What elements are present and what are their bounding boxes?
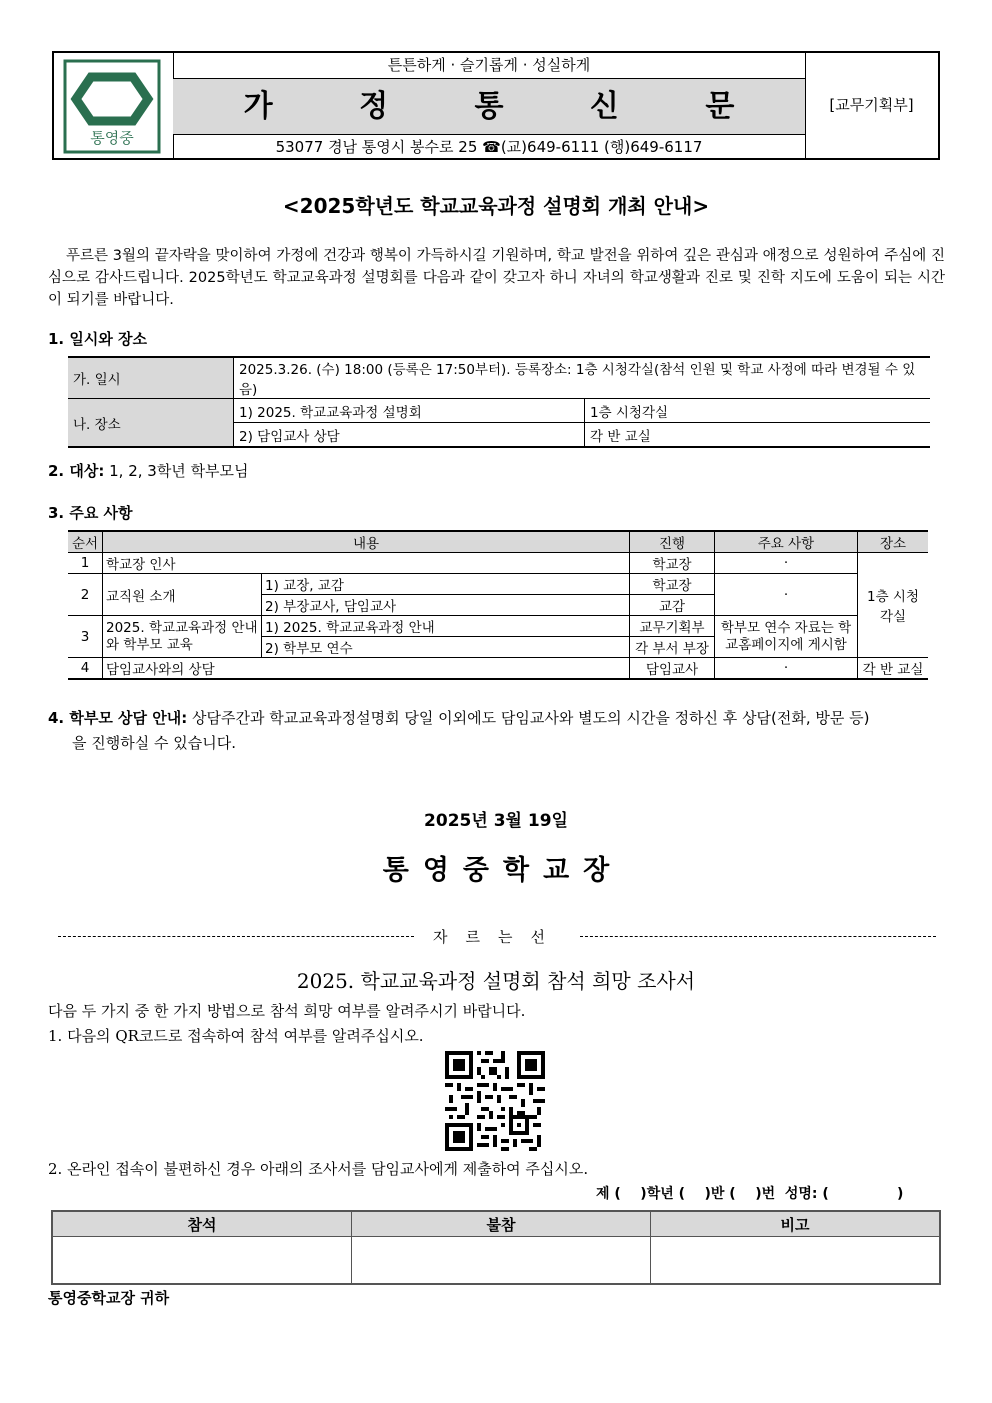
- row-note: ·: [715, 553, 858, 574]
- attendance-table: [51, 1210, 941, 1285]
- row-content: 담임교사와의 상담: [103, 658, 630, 680]
- letter-title: 가 정 통 신 문: [173, 79, 805, 135]
- cut-line-label: 자르는선: [433, 928, 563, 946]
- event-place: 각 반 교실: [585, 423, 931, 448]
- section1-heading: 1. 일시와 장소: [48, 330, 148, 348]
- section2-label: 2. 대상:: [48, 462, 105, 480]
- col-header-order: 순서: [68, 531, 103, 553]
- row-lead: 학교장: [630, 574, 715, 595]
- row-lead: 교감: [630, 595, 715, 616]
- closing-addressee: 통영중학교장 귀하: [48, 1289, 170, 1307]
- qr-code-icon[interactable]: [445, 1051, 545, 1151]
- section3-heading: 3. 주요 사항: [48, 504, 133, 522]
- event-item: 1) 2025. 학교교육과정 설명회: [234, 399, 585, 423]
- absent-cell[interactable]: [352, 1237, 651, 1285]
- row-sub-item: 1) 2025. 학교교육과정 안내: [262, 616, 630, 637]
- section2-value: 1, 2, 3학년 학부모님: [104, 462, 249, 480]
- dashed-line-left: [58, 936, 414, 937]
- row-lead: 학교장: [630, 553, 715, 574]
- cut-line: [58, 926, 936, 946]
- col-header-lead: 진행: [630, 531, 715, 553]
- col-header-remarks: 비고: [651, 1211, 941, 1237]
- row-note: 학부모 연수 자료는 학교홈페이지에 게시함: [715, 616, 858, 658]
- section4-text-cont: 을 진행하실 수 있습니다.: [72, 734, 236, 752]
- col-header-attend: 참석: [52, 1211, 352, 1237]
- place-label: 나. 장소: [68, 399, 234, 448]
- row-lead: 교무기획부: [630, 616, 715, 637]
- school-logo: [54, 53, 174, 158]
- row-number: 2: [68, 574, 103, 616]
- row-number: 1: [68, 553, 103, 574]
- row-sub-item: 2) 부장교사, 담임교사: [262, 595, 630, 616]
- date-value: 2025.3.26. (수) 18:00 (등록은 17:50부터). 등록장소: 1층 시청각실(참석 인원 및 학교 사정에 따라 변경될 수 있음): [234, 357, 931, 399]
- survey-title: 2025. 학교교육과정 설명회 참석 희망 조사서: [296, 969, 696, 993]
- row-content: 2025. 학교교육과정 안내와 학부모 교육: [103, 616, 262, 658]
- row-number: 3: [68, 616, 103, 658]
- row-sub-item: 1) 교장, 교감: [262, 574, 630, 595]
- col-header-note: 주요 사항: [715, 531, 858, 553]
- row-lead: 각 부서 부장: [630, 637, 715, 658]
- section2-target: [48, 460, 249, 481]
- row-note: ·: [715, 658, 858, 680]
- section4-consultation: [48, 706, 945, 756]
- intro-paragraph: 푸르른 3월의 끝자락을 맞이하여 가정에 건강과 행복이 가득하시길 기원하며, 학교 발전을 위하여 깊은 관심과 애정으로 성원하여 주심에 진심으로 감사드립니다. 2025학년도 학교교육과정 설명회를 다음과 같이 갖고자 하니 자녀의 학교생활과 진로 및 진학 지도에 도움이 되는 시간이 되기를 바랍니다.: [48, 248, 945, 308]
- col-header-place: 장소: [858, 531, 929, 553]
- principal-signature: 통영중학교장: [382, 855, 624, 886]
- section4-label: 4. 학부모 상담 안내:: [48, 709, 188, 727]
- event-place: 1층 시청각실: [585, 399, 931, 423]
- date-label: 가. 일시: [68, 357, 234, 399]
- document-title: <2025학년도 학교교육과정 설명회 개최 안내>: [282, 194, 710, 218]
- section4-text: 상담주간과 학교교육과정설명회 당일 이외에도 담임교사와 별도의 시간을 정하신 후 상담(전화, 방문 등): [187, 709, 870, 727]
- col-header-absent: 불참: [352, 1211, 651, 1237]
- row-place: 1층 시청각실: [858, 553, 929, 658]
- row-lead: 담임교사: [630, 658, 715, 680]
- col-header-content: 내용: [103, 531, 630, 553]
- row-content: 교직원 소개: [103, 574, 262, 616]
- survey-option-qr: 1. 다음의 QR코드로 접속하여 참석 여부를 알려주십시오.: [48, 1027, 424, 1045]
- row-sub-item: 2) 학부모 연수: [262, 637, 630, 658]
- survey-option-paper: 2. 온라인 접속이 불편하신 경우 아래의 조사서를 담임교사에게 제출하여 주십시오.: [48, 1160, 589, 1178]
- schedule-table: [68, 356, 930, 448]
- row-place: 각 반 교실: [858, 658, 929, 680]
- school-address: 53077 경남 통영시 봉수로 25 ☎(교)649-6111 (행)649-6117: [275, 138, 703, 156]
- student-info-line[interactable]: 제 ( )학년 ( )반 ( )번 성명: ( ): [596, 1186, 904, 1202]
- letter-header: [52, 51, 940, 160]
- logo-text: 통영중: [90, 129, 134, 147]
- dashed-line-right: [580, 936, 936, 937]
- issue-date: 2025년 3월 19일: [424, 811, 568, 831]
- survey-instruction: 다음 두 가지 중 한 가지 방법으로 참석 희망 여부를 알려주시기 바랍니다.: [48, 1002, 526, 1020]
- department-label: [교무기획부]: [829, 96, 914, 114]
- school-emblem-icon: [54, 53, 173, 158]
- attend-cell[interactable]: [52, 1237, 352, 1285]
- row-content: 학교장 인사: [103, 553, 630, 574]
- school-motto: 튼튼하게 · 슬기롭게 · 성실하게: [173, 53, 805, 79]
- row-note: ·: [715, 574, 858, 616]
- remarks-cell[interactable]: [651, 1237, 941, 1285]
- event-item: 2) 담임교사 상담: [234, 423, 585, 448]
- program-table: [68, 530, 928, 680]
- row-number: 4: [68, 658, 103, 680]
